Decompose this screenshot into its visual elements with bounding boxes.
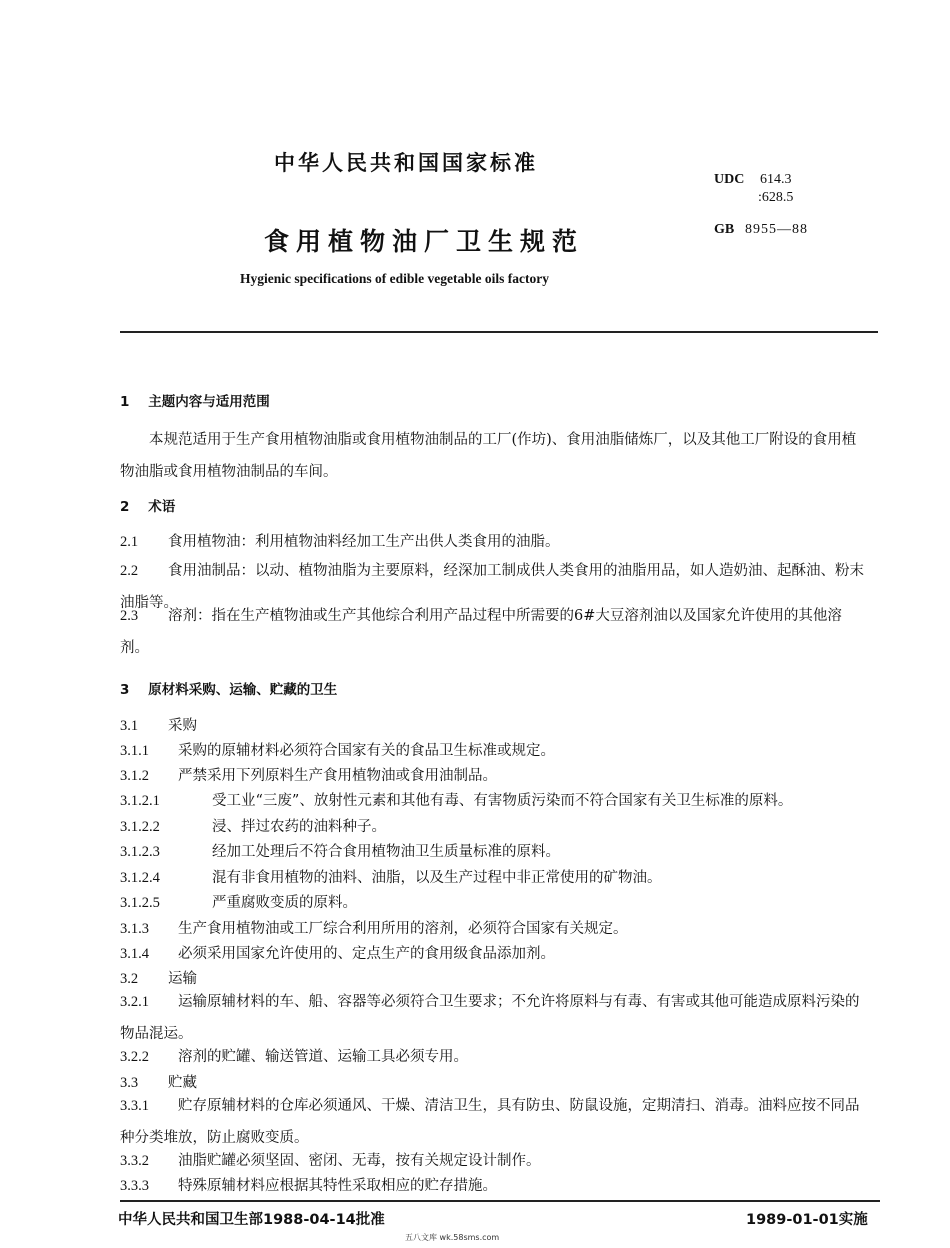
header-divider bbox=[120, 331, 878, 333]
section-title: 原材料采购、运输、贮藏的卫生 bbox=[148, 682, 338, 698]
clause-text: 生产食用植物油或工厂综合利用所用的溶剂，必须符合国家有关规定。 bbox=[178, 921, 628, 937]
udc-code-line1: 614.3 bbox=[760, 172, 792, 187]
clause-number: 3.1.1 bbox=[120, 743, 149, 759]
clause-3-3-1 bbox=[120, 1090, 870, 1154]
clause-number: 3.1.4 bbox=[120, 946, 149, 962]
clause-3-2-2 bbox=[120, 1045, 468, 1066]
clause-3-1-1 bbox=[120, 739, 555, 760]
clause-text: 混有非食用植物的油料、油脂，以及生产过程中非正常使用的矿物油。 bbox=[212, 870, 662, 886]
clause-text: 运输原辅材料的车、船、容器等必须符合卫生要求；不允许将原料与有毒、有害或其他可能造成原料污染的物品混运。 bbox=[120, 994, 860, 1042]
clause-number: 3.1.2.2 bbox=[120, 819, 160, 835]
clause-text: 必须采用国家允许使用的、定点生产的食用级食品添加剂。 bbox=[178, 946, 555, 962]
udc-code-line2: :628.5 bbox=[758, 190, 794, 205]
gb-number: 8955—88 bbox=[745, 222, 808, 237]
clause-number: 3.3 bbox=[120, 1075, 139, 1091]
clause-number: 3.1.3 bbox=[120, 921, 149, 937]
clause-3-1 bbox=[120, 714, 197, 735]
clause-text: 特殊原辅材料应根据其特性采取相应的贮存措施。 bbox=[178, 1178, 497, 1194]
clause-text: 溶剂：指在生产植物油或生产其他综合利用产品过程中所需要的6#大豆溶剂油以及国家允许使用的其他溶剂。 bbox=[120, 608, 842, 656]
section-title: 术语 bbox=[148, 499, 176, 515]
clause-3-2 bbox=[120, 967, 197, 988]
clause-number: 2.1 bbox=[120, 534, 139, 550]
clause-3-1-2-5 bbox=[120, 891, 357, 912]
gb-label: GB bbox=[714, 222, 735, 237]
clause-text: 采购的原辅材料必须符合国家有关的食品卫生标准或规定。 bbox=[178, 743, 555, 759]
clause-number: 3.1.2.5 bbox=[120, 895, 160, 911]
clause-3-1-2-3 bbox=[120, 840, 560, 861]
clause-number: 3.2.1 bbox=[120, 994, 149, 1010]
clause-3-1-2 bbox=[120, 764, 497, 785]
clause-number: 3.3.1 bbox=[120, 1098, 149, 1114]
clause-text: 受工业“三废”、放射性元素和其他有毒、有害物质污染而不符合国家有关卫生标准的原料。 bbox=[212, 793, 793, 809]
document-title: 食用植物油厂卫生规范 bbox=[264, 227, 585, 256]
clause-text: 食用油制品：以动、植物油脂为主要原料，经深加工制成供人类食用的油脂用品，如人造奶油、起酥油、粉末油脂等。 bbox=[120, 563, 864, 611]
clause-number: 2.3 bbox=[120, 608, 139, 624]
clause-text: 严重腐败变质的原料。 bbox=[212, 895, 357, 911]
clause-number: 3.3.3 bbox=[120, 1178, 149, 1194]
clause-2-1 bbox=[120, 530, 560, 551]
clause-3-2-1 bbox=[120, 986, 870, 1050]
clause-number: 3.3.2 bbox=[120, 1153, 149, 1169]
effective-date: 1989-01-01实施 bbox=[746, 1212, 868, 1228]
clause-number: 3.1.2 bbox=[120, 768, 149, 784]
clause-3-3 bbox=[120, 1071, 197, 1092]
clause-3-1-2-4 bbox=[120, 866, 662, 887]
clause-text: 经加工处理后不符合食用植物油卫生质量标准的原料。 bbox=[212, 844, 560, 860]
section-title: 主题内容与适用范围 bbox=[148, 394, 270, 410]
english-title: Hygienic specifications of edible vegetable oils factory bbox=[240, 271, 549, 286]
clause-3-3-2 bbox=[120, 1149, 541, 1170]
clause-number: 3.1.2.4 bbox=[120, 870, 160, 886]
clause-text: 严禁采用下列原料生产食用植物油或食用油制品。 bbox=[178, 768, 497, 784]
clause-3-1-2-2 bbox=[120, 815, 386, 836]
clause-3-1-3 bbox=[120, 917, 628, 938]
clause-text: 油脂贮罐必须坚固、密闭、无毒，按有关规定设计制作。 bbox=[178, 1153, 541, 1169]
section-number: 3 bbox=[120, 682, 130, 698]
clause-text: 运输 bbox=[168, 971, 197, 987]
clause-number: 3.2 bbox=[120, 971, 139, 987]
clause-text: 贮藏 bbox=[168, 1075, 197, 1091]
clause-number: 3.2.2 bbox=[120, 1049, 149, 1065]
clause-number: 3.1.2.3 bbox=[120, 844, 160, 860]
clause-number: 2.2 bbox=[120, 563, 139, 579]
section-2-heading bbox=[120, 495, 175, 515]
clause-3-1-4 bbox=[120, 942, 555, 963]
clause-text: 贮存原辅材料的仓库必须通风、干燥、清洁卫生，具有防虫、防鼠设施，定期清扫、消毒。油料应按不同品种分类堆放，防止腐败变质。 bbox=[120, 1098, 860, 1146]
section-1-paragraph: 本规范适用于生产食用植物油脂或食用植物油制品的工厂(作坊)、食用油脂储炼厂，以及其他工厂附设的食用植物油脂或食用植物油制品的车间。 bbox=[120, 432, 857, 480]
section-number: 2 bbox=[120, 499, 130, 515]
clause-number: 3.1 bbox=[120, 718, 139, 734]
section-number: 1 bbox=[120, 394, 130, 410]
watermark-text: 五八文库 wk.58sms.com bbox=[405, 1233, 500, 1242]
clause-text: 浸、拌过农药的油料种子。 bbox=[212, 819, 386, 835]
section-1-heading bbox=[120, 390, 270, 410]
udc-label: UDC bbox=[714, 172, 745, 187]
clause-number: 3.1.2.1 bbox=[120, 793, 160, 809]
standard-header: 中华人民共和国国家标准 bbox=[274, 151, 538, 175]
section-3-heading bbox=[120, 678, 337, 698]
clause-text: 食用植物油：利用植物油料经加工生产出供人类食用的油脂。 bbox=[168, 534, 560, 550]
footer-divider bbox=[120, 1200, 880, 1202]
clause-3-1-2-1 bbox=[120, 789, 792, 810]
clause-text: 采购 bbox=[168, 718, 197, 734]
clause-3-3-3 bbox=[120, 1174, 497, 1195]
clause-text: 溶剂的贮罐、输送管道、运输工具必须专用。 bbox=[178, 1049, 468, 1065]
clause-2-3 bbox=[120, 600, 870, 664]
approval-line: 中华人民共和国卫生部1988-04-14批准 bbox=[118, 1212, 385, 1228]
